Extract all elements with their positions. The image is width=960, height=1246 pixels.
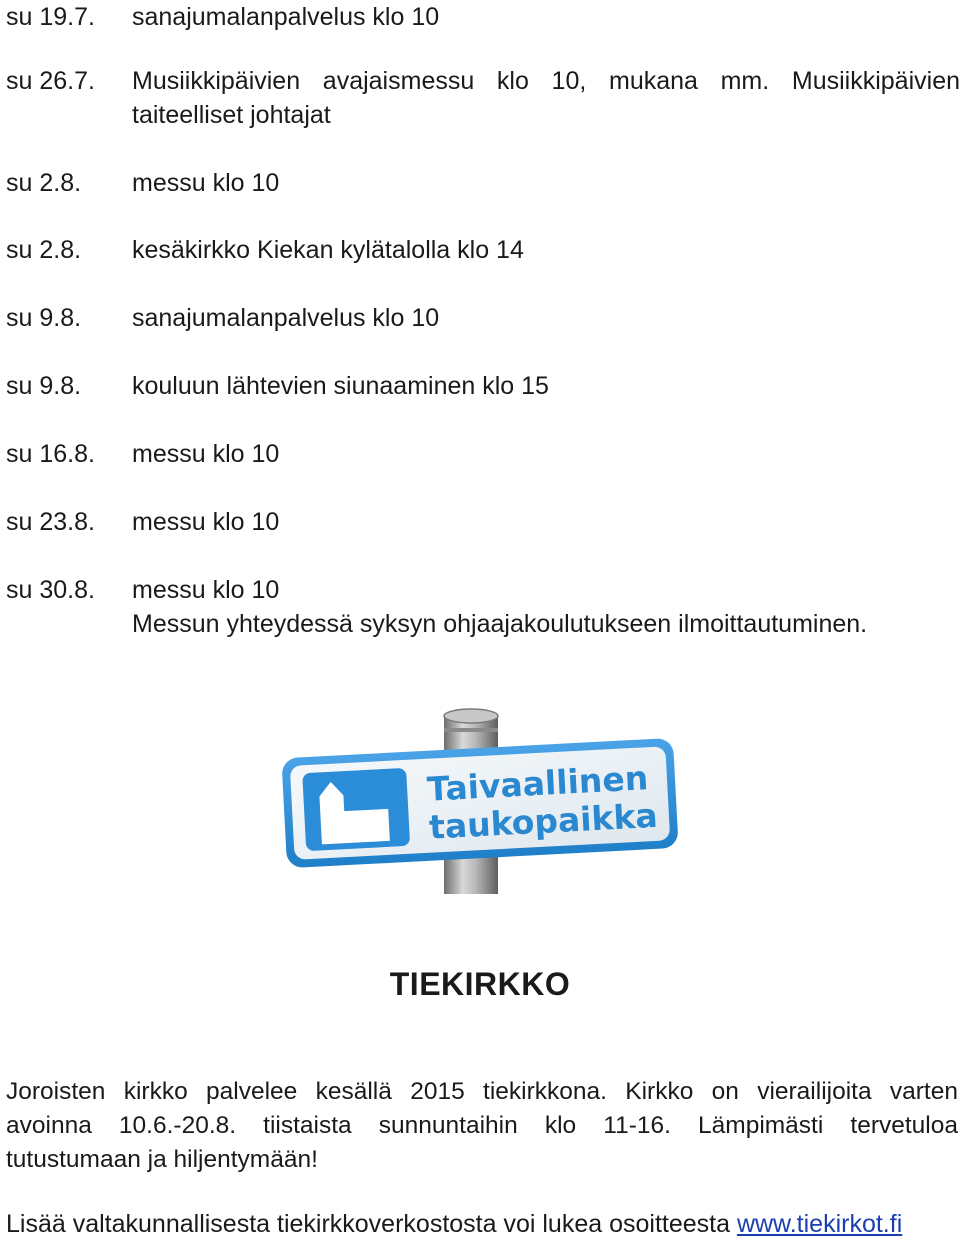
entry-line: Messun yhteydessä syksyn ohjaajakoulutukseen ilmoittautuminen. bbox=[132, 610, 868, 638]
entry-date: su 2.8. bbox=[6, 236, 82, 264]
entry-line: messu klo 10 bbox=[132, 508, 280, 536]
tiekirkot-link[interactable]: www.tiekirkot.fi bbox=[736, 1210, 903, 1238]
sign-text-line2: taukopaikka bbox=[428, 795, 659, 847]
entry-line: sanajumalanpalvelus klo 10 bbox=[132, 3, 440, 31]
roadside-church-sign bbox=[280, 708, 682, 894]
section-heading: TIEKIRKKO bbox=[389, 966, 571, 1002]
tiekirkko-paragraph bbox=[6, 1075, 958, 1177]
entry-description bbox=[132, 301, 960, 335]
entry-line: Musiikkipäivien avajaismessu klo 10, mukana mm. Musiikkipäivien bbox=[132, 67, 960, 95]
entry-date: su 26.7. bbox=[6, 67, 95, 95]
entry-date: su 2.8. bbox=[6, 169, 82, 197]
paragraph-line: tutustumaan ja hiljentymään! bbox=[6, 1146, 318, 1173]
entry-description bbox=[132, 0, 960, 34]
entry-line: kouluun lähtevien siunaaminen klo 15 bbox=[132, 372, 549, 400]
entry-date: su 16.8. bbox=[6, 440, 95, 468]
entry-line: messu klo 10 bbox=[132, 169, 280, 197]
footer-text: Lisää valtakunnallisesta tiekirkkoverkostosta voi lukea osoitteesta bbox=[6, 1210, 737, 1238]
entry-date: su 23.8. bbox=[6, 508, 95, 536]
sign-panel bbox=[281, 738, 678, 868]
paragraph-line: Joroisten kirkko palvelee kesällä 2015 tiekirkkona. Kirkko on vierailijoita varten bbox=[6, 1078, 958, 1105]
entry-description bbox=[132, 166, 960, 200]
entry-date: su 9.8. bbox=[6, 372, 82, 400]
entry-description bbox=[132, 437, 960, 471]
paragraph-line: avoinna 10.6.-20.8. tiistaista sunnuntaihin klo 11-16. Lämpimästi tervetuloa bbox=[6, 1112, 958, 1139]
entry-description bbox=[132, 233, 960, 267]
entry-date: su 19.7. bbox=[6, 3, 95, 31]
entry-line: messu klo 10 bbox=[132, 440, 280, 468]
entry-description bbox=[132, 369, 960, 403]
entry-description bbox=[132, 64, 960, 132]
entry-line: taiteelliset johtajat bbox=[132, 101, 331, 129]
entry-description bbox=[132, 505, 960, 539]
sign-text-line1: Taivaallinen bbox=[426, 758, 650, 809]
entry-description bbox=[132, 573, 960, 641]
entry-line: sanajumalanpalvelus klo 10 bbox=[132, 304, 440, 332]
entry-date: su 9.8. bbox=[6, 304, 82, 332]
footer-note bbox=[6, 1207, 958, 1241]
entry-line: kesäkirkko Kiekan kylätalolla klo 14 bbox=[132, 236, 524, 264]
entry-line: messu klo 10 bbox=[132, 576, 280, 604]
entry-date: su 30.8. bbox=[6, 576, 95, 604]
